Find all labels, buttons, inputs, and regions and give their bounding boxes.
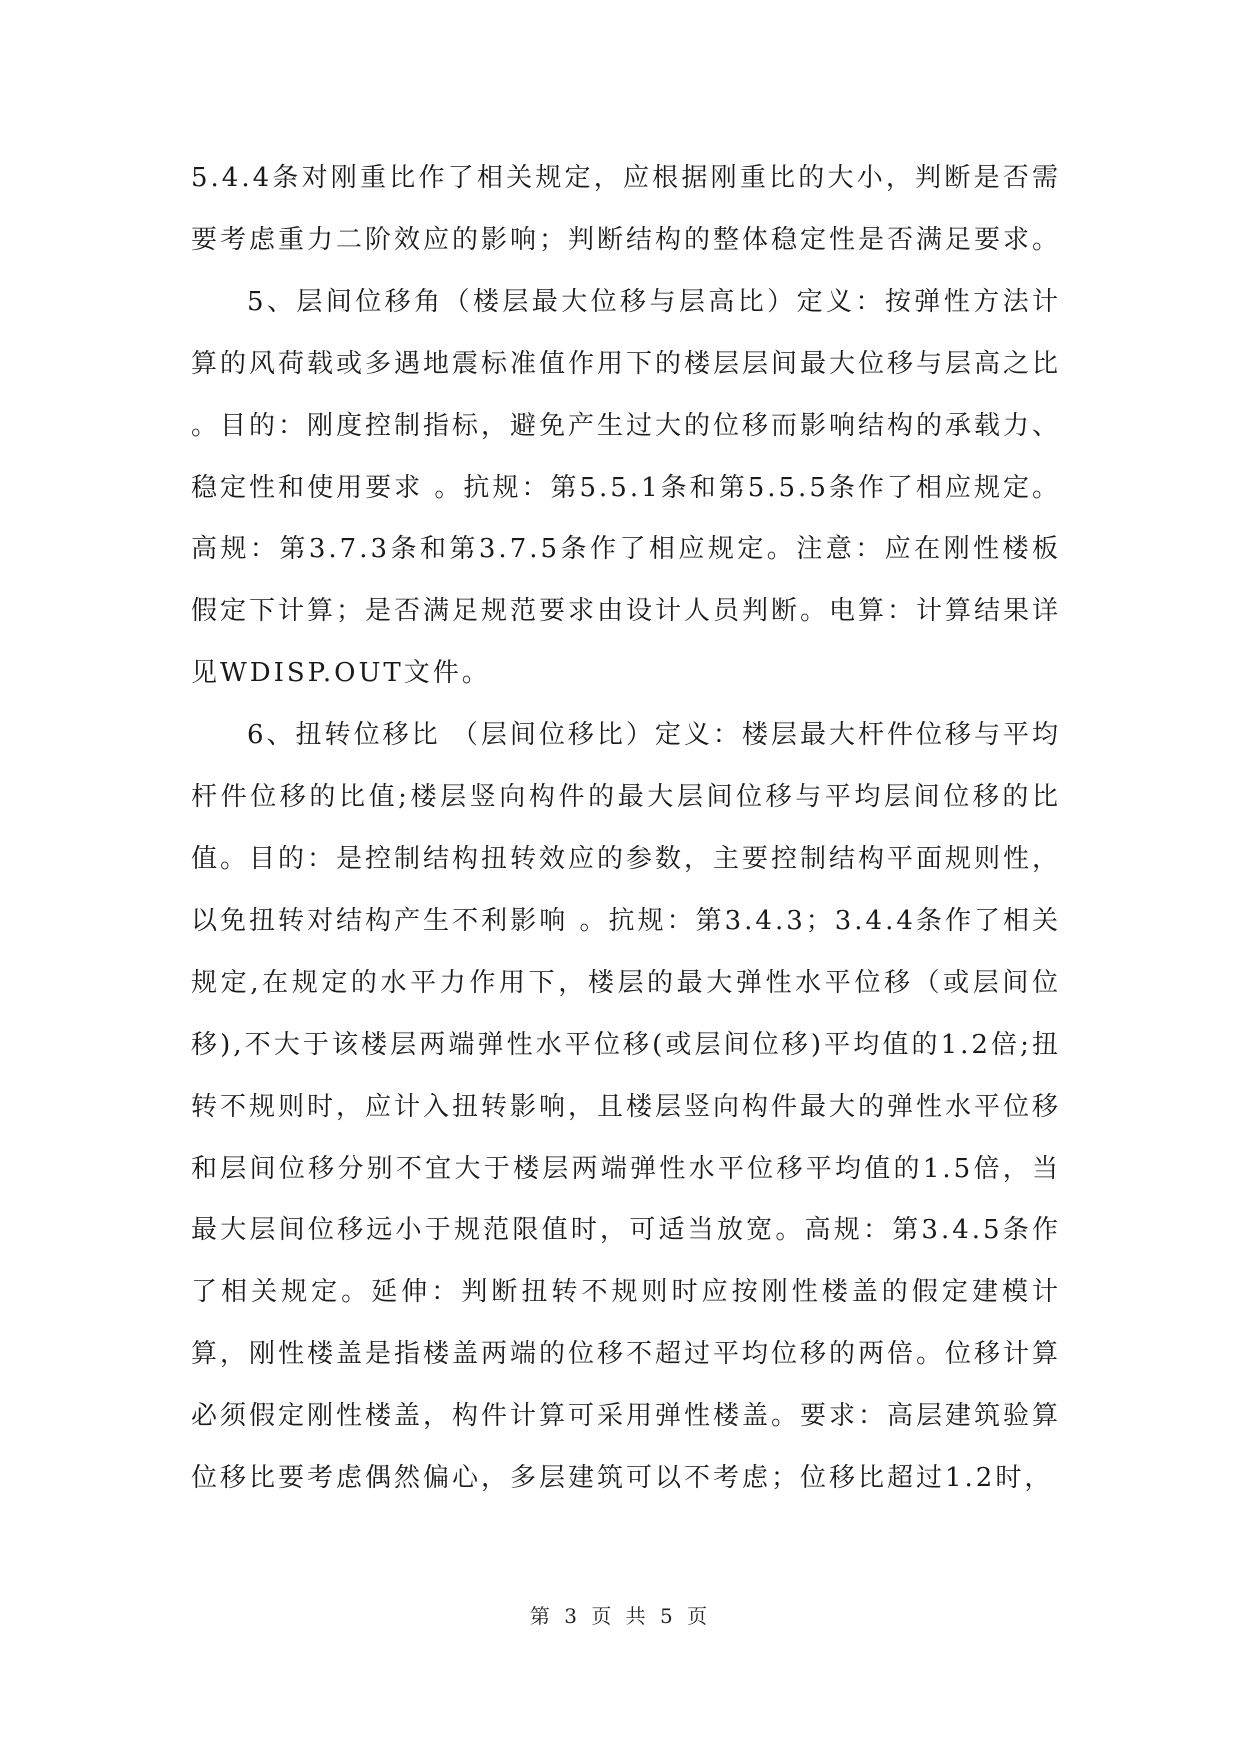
paragraph-torsional-displacement-ratio: 6、扭转位移比 （层间位移比）定义：楼层最大杆件位移与平均杆件位移的比值;楼层竖向构件的最大层间位移与平均层间位移的比值。目的：是控制结构扭转效应的参数，主要控制结构平面规则性，以免扭转对结构产生不利影响 。抗规：第3.4.3；3.4.4条作了相关规定,在规定的水平力作用下，楼层的最大弹性水平位移（或层间位移),不大于该楼层两端弹性水平位移(或层间位移)平均值的1.2倍;扭转不规则时，应计入扭转影响，且楼层竖向构件最大的弹性水平位移和层间位移分别不宜大于楼层两端弹性水平位移平均值的1.5倍，当最大层间位移远小于规范限值时，可适当放宽。高规：第3.4.5条作了相关规定。延伸：判断扭转不规则时应按刚性楼盖的假定建模计算，刚性楼盖是指楼盖两端的位移不超过平均位移的两倍。位移计算必须假定刚性楼盖，构件计算可采用弹性楼盖。要求：高层建筑验算位移比要考虑偶然偏心，多层建筑可以不考虑；位移比超过1.2时， xyxy=(191,720,1062,1494)
paragraph-continuation: 5.4.4条对刚重比作了相关规定，应根据刚重比的大小，判断是否需要考虑重力二阶效应的影响；判断结构的整体稳定性是否满足要求。 xyxy=(191,163,1062,255)
paragraph-interstory-drift-angle: 5、层间位移角（楼层最大位移与层高比）定义：按弹性方法计算的风荷载或多遇地震标准值作用下的楼层层间最大位移与层高之比 。目的：刚度控制指标，避免产生过大的位移而影响结构的承载力、稳定性和使用要求 。抗规：第5.5.1条和第5.5.5条作了相应规定。高规：第3.7.3条和第3.7.5条作了相应规定。注意：应在刚性楼板假定下计算；是否满足规范要求由设计人员判断。电算：计算结果详见WDISP.OUT文件。 xyxy=(191,286,1062,689)
page-number-footer: 第 3 页 共 5 页 xyxy=(529,1604,712,1628)
document-body xyxy=(191,148,1061,1510)
